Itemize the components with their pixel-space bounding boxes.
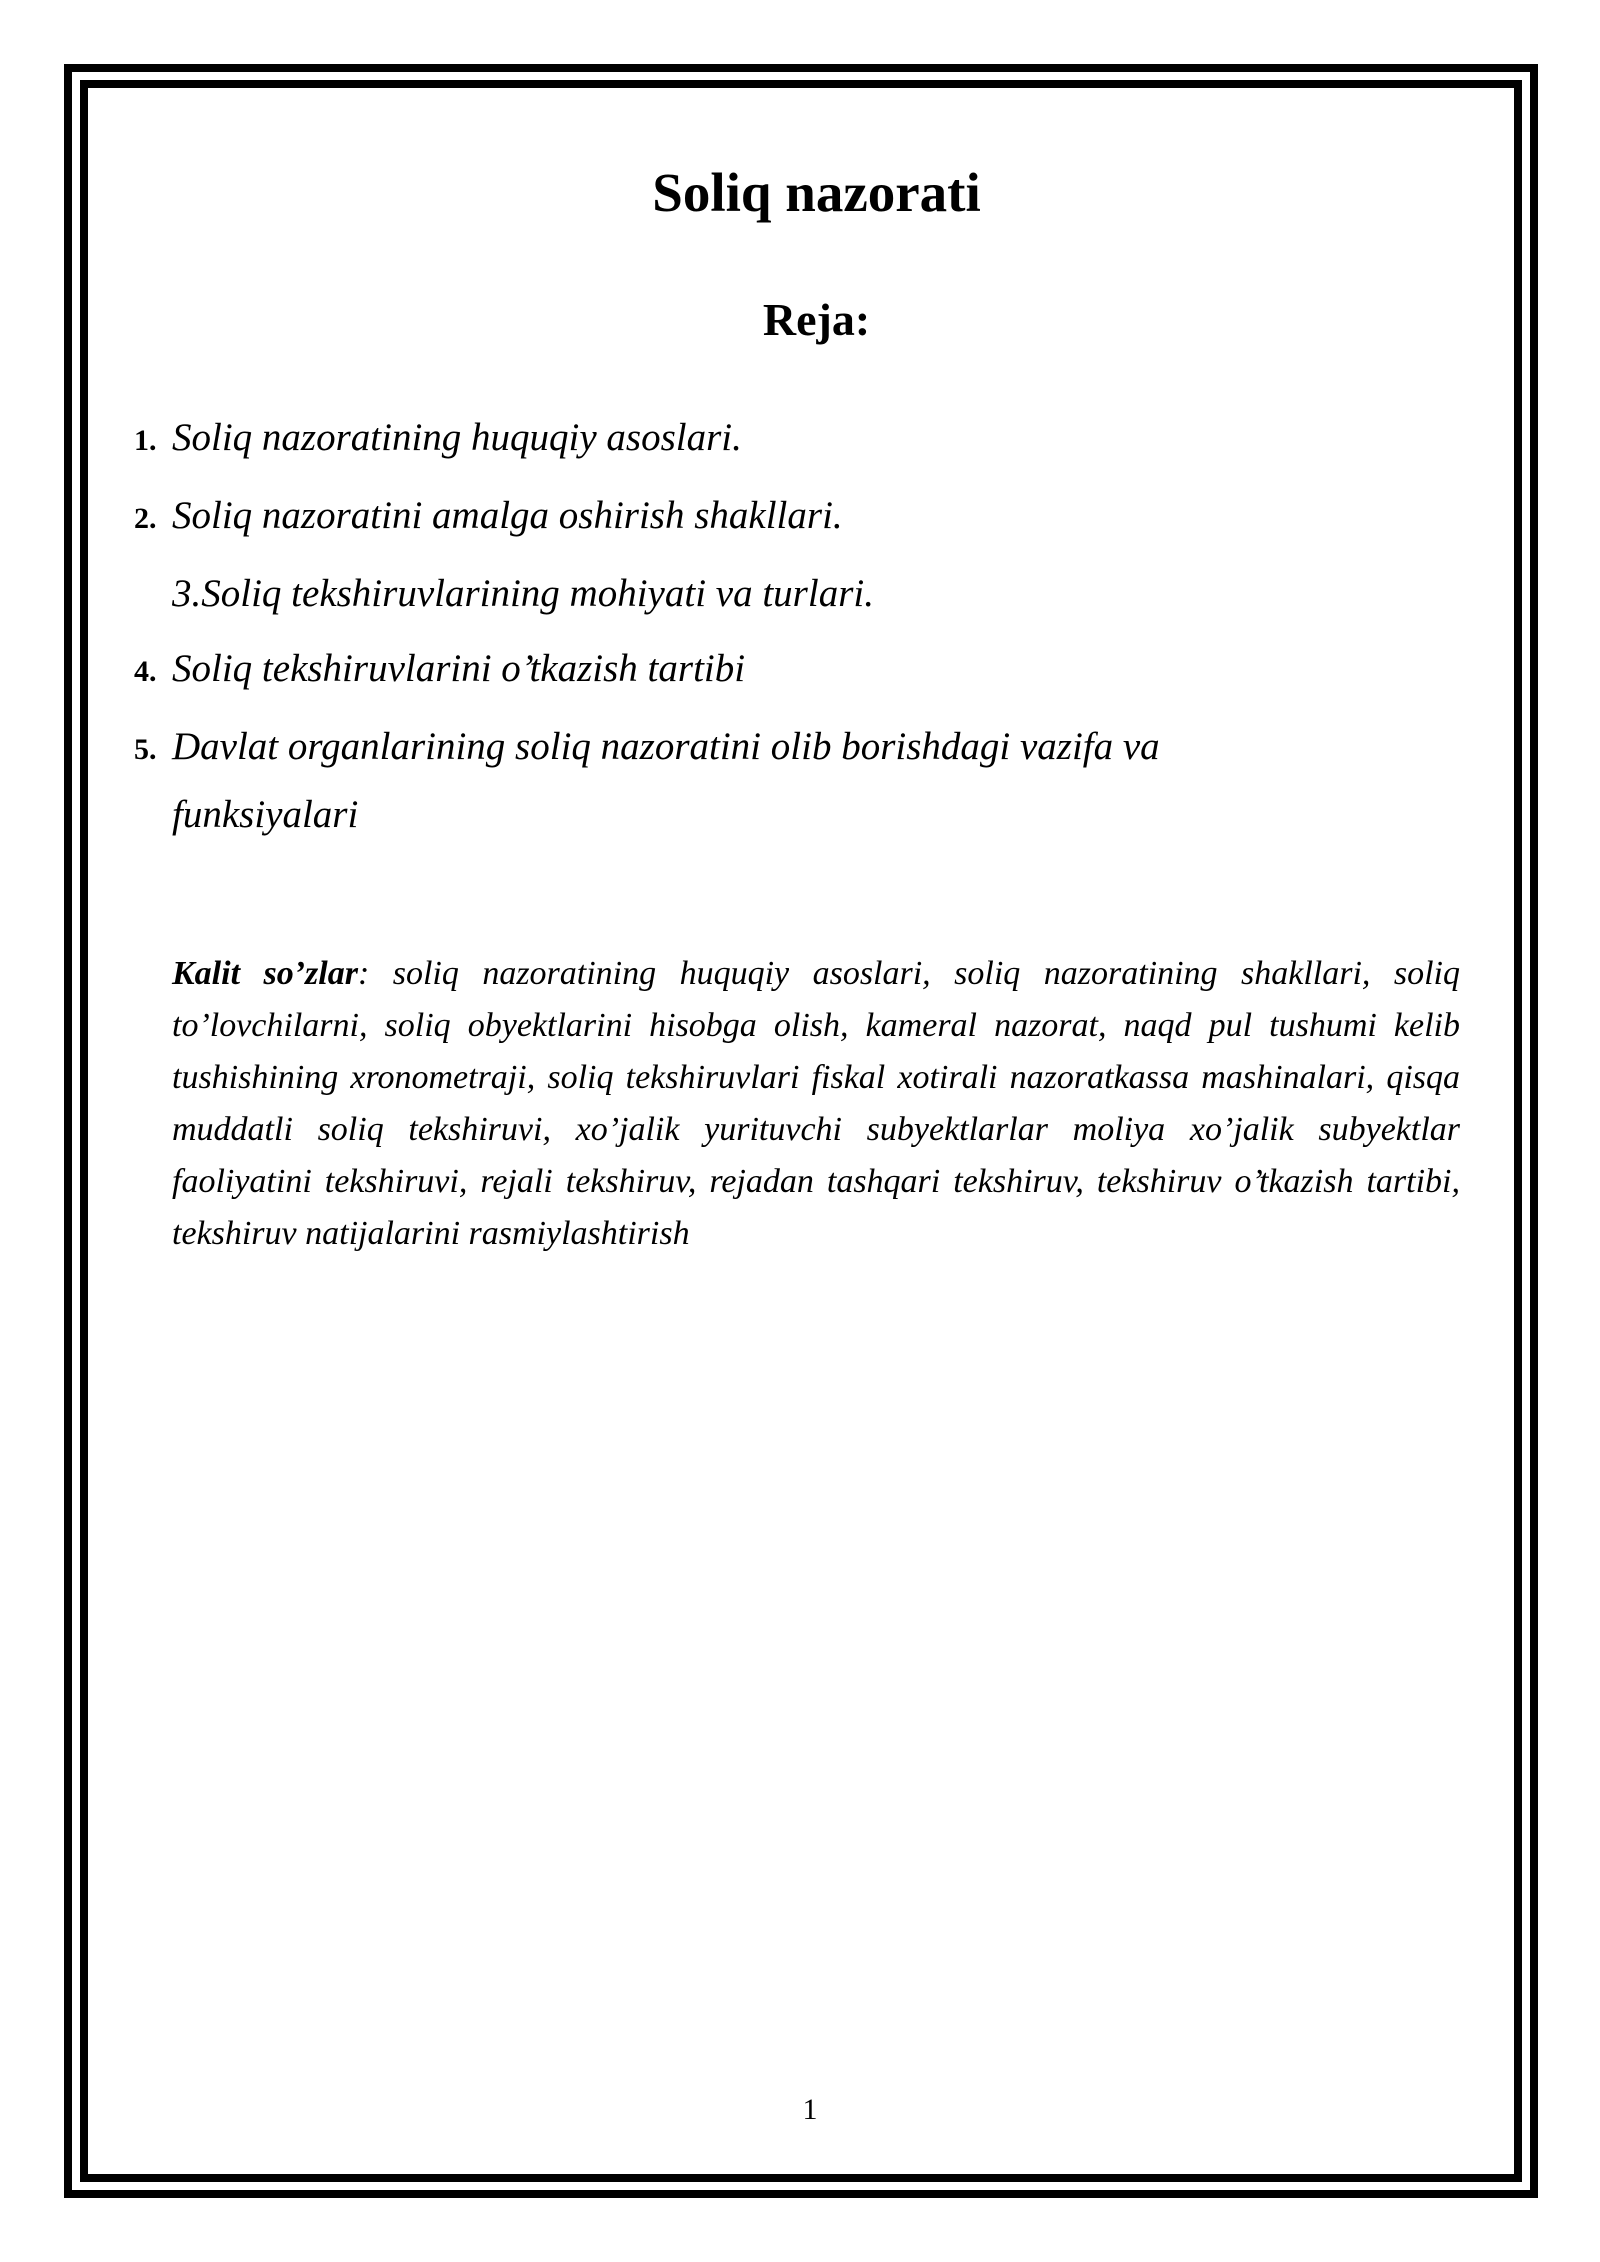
keywords-paragraph xyxy=(172,948,1460,1260)
plan-item-text: 3.Soliq tekshiruvlarining mohiyati va turlari. xyxy=(172,572,874,615)
plan-heading: Reja: xyxy=(762,294,871,345)
plan-item-continuation: funksiyalari xyxy=(172,793,359,836)
plan-item-number: 2. xyxy=(134,502,157,535)
plan-item xyxy=(134,631,1434,709)
plan-list xyxy=(134,400,1434,852)
keywords-text: : soliq nazoratining huquqiy asoslari, soliq nazoratining shakllari, soliq to’lovchilarni, soliq obyektlarini hisobga olish, kameral nazorat, naqd pul tushumi kelib tushishining xronometraji, soliq tekshiruvlari fiskal xotirali nazoratkassa mashinalari, qisqa muddatli soliq tekshiruvi, xo’jalik yurituvchi subyektlarlar moliya xo’jalik subyektlar faoliyatini tekshiruvi, rejali tekshiruv, rejadan tashqari tekshiruv, tekshiruv o’tkazish tartibi, tekshiruv natijalarini rasmiylashtirish xyxy=(172,955,1460,1252)
plan-item-text: Soliq tekshiruvlarini o’tkazish tartibi xyxy=(172,647,746,690)
plan-item-text: Soliq nazoratini amalga oshirish shakllari. xyxy=(172,494,843,537)
plan-item xyxy=(134,709,1434,852)
plan-item xyxy=(134,400,1434,478)
page-number: 1 xyxy=(802,2093,818,2126)
plan-item-text: Davlat organlarining soliq nazoratini olib borishdagi vazifa va xyxy=(172,725,1160,768)
plan-item-number: 4. xyxy=(134,655,157,688)
plan-item xyxy=(134,556,1434,631)
plan-item-number: 1. xyxy=(134,424,157,457)
plan-item-text: Soliq nazoratining huquqiy asoslari. xyxy=(172,416,742,459)
document-title: Soliq nazorati xyxy=(652,162,981,223)
plan-item xyxy=(134,478,1434,556)
plan-item-number: 5. xyxy=(134,733,157,766)
keywords-label: Kalit so’zlar xyxy=(172,955,358,992)
